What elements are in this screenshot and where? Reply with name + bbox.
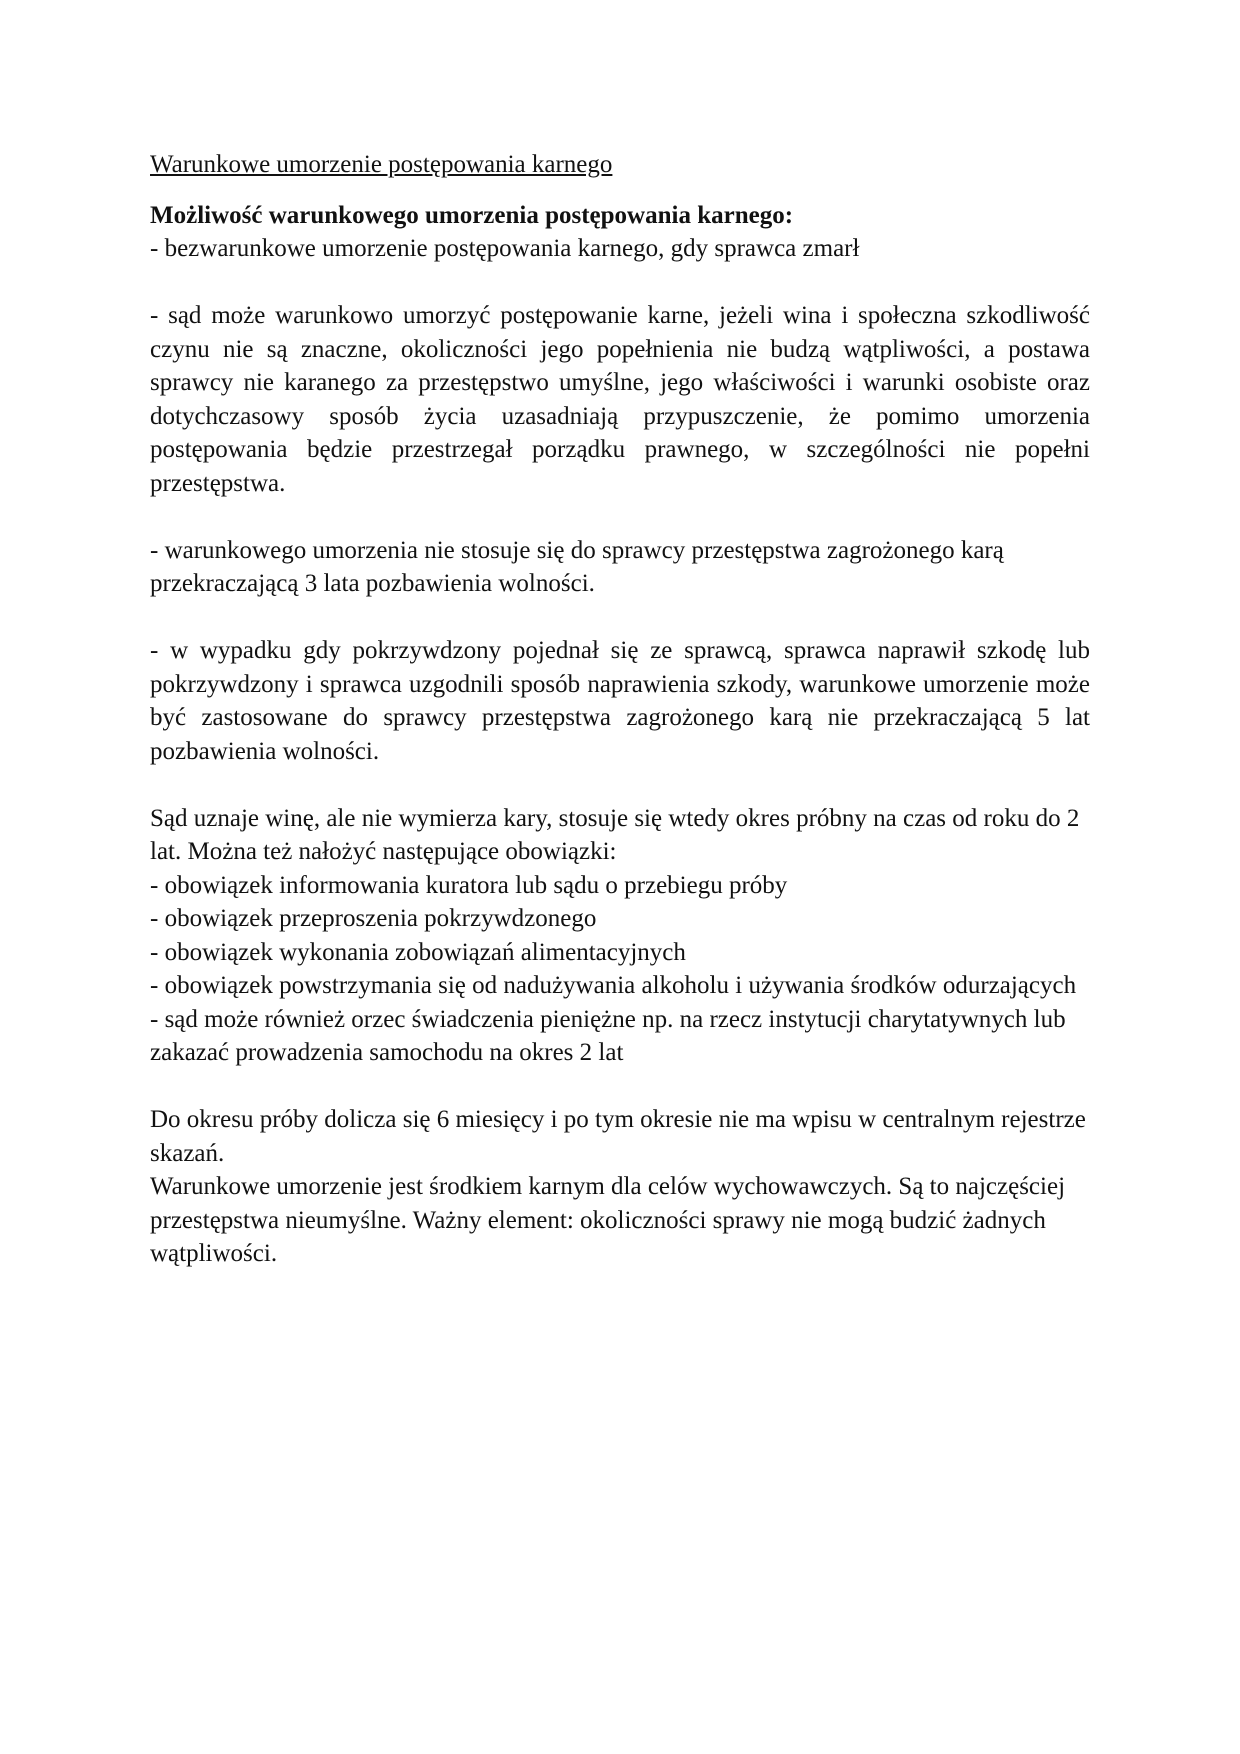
duty-item-5: - sąd może również orzec świadczenia pieniężne np. na rzecz instytucji charytatywnych lub zakazać prowadzenia samochodu na okres 2 lat — [150, 1005, 1066, 1066]
list-item-3: - warunkowego umorzenia nie stosuje się do sprawcy przestępstwa zagrożonego karą przekraczającą 3 lata pozbawienia wolności. — [150, 536, 1004, 597]
list-item-2: - sąd może warunkowo umorzyć postępowanie karne, jeżeli wina i społeczna szkodliwość czynu nie są znaczne, okoliczności jego popełnienia nie budzą wątpliwości, a postawa sprawcy nie karanego za przestępstwo umyślne, jego właściwości i warunki osobiste oraz dotychczasowy sposób życia uzasadniają przypuszczenie, że pomimo umorzenia postępowania będzie przestrzegał porządku prawnego, w szczególności nie popełni przestępstwa. — [150, 302, 1090, 497]
spacer — [150, 1070, 1090, 1104]
section-heading: Możliwość warunkowego umorzenia postępowania karnego: — [150, 201, 794, 229]
document-page — [150, 148, 1090, 1271]
duty-item-1: - obowiązek informowania kuratora lub sądu o przebiegu próby — [150, 871, 788, 899]
spacer — [150, 768, 1090, 802]
document-title: Warunkowe umorzenie postępowania karnego — [150, 151, 613, 178]
list-item-4: - w wypadku gdy pokrzywdzony pojednał się ze sprawcą, sprawca naprawił szkodę lub pokrzywdzony i sprawca uzgodnili sposób naprawienia szkody, warunkowe umorzenie może być zastosowane do sprawcy przestępstwa zagrożonego karą nie przekraczającą 5 lat pozbawienia wolności. — [150, 637, 1090, 765]
paragraph-registry: Do okresu próby dolicza się 6 miesięcy i po tym okresie nie ma wpisu w centralnym rejestrze skazań. — [150, 1106, 1086, 1167]
spacer — [150, 266, 1090, 300]
duty-item-3: - obowiązek wykonania zobowiązań alimentacyjnych — [150, 938, 686, 966]
list-item-1: - bezwarunkowe umorzenie postępowania karnego, gdy sprawca zmarł — [150, 235, 860, 262]
spacer — [150, 601, 1090, 635]
spacer — [150, 500, 1090, 534]
paragraph-educational: Warunkowe umorzenie jest środkiem karnym dla celów wychowawczych. Są to najczęściej przestępstwa nieumyślne. Ważny element: okoliczności sprawy nie mogą budzić żadnych wątpliwości. — [150, 1173, 1066, 1267]
paragraph-probation: Sąd uznaje winę, ale nie wymierza kary, stosuje się wtedy okres próbny na czas od roku do 2 lat. Można też nałożyć następujące obowiązki: — [150, 804, 1080, 865]
duty-item-4: - obowiązek powstrzymania się od nadużywania alkoholu i używania środków odurzających — [150, 972, 1077, 999]
duty-item-2: - obowiązek przeproszenia pokrzywdzonego — [150, 905, 597, 932]
